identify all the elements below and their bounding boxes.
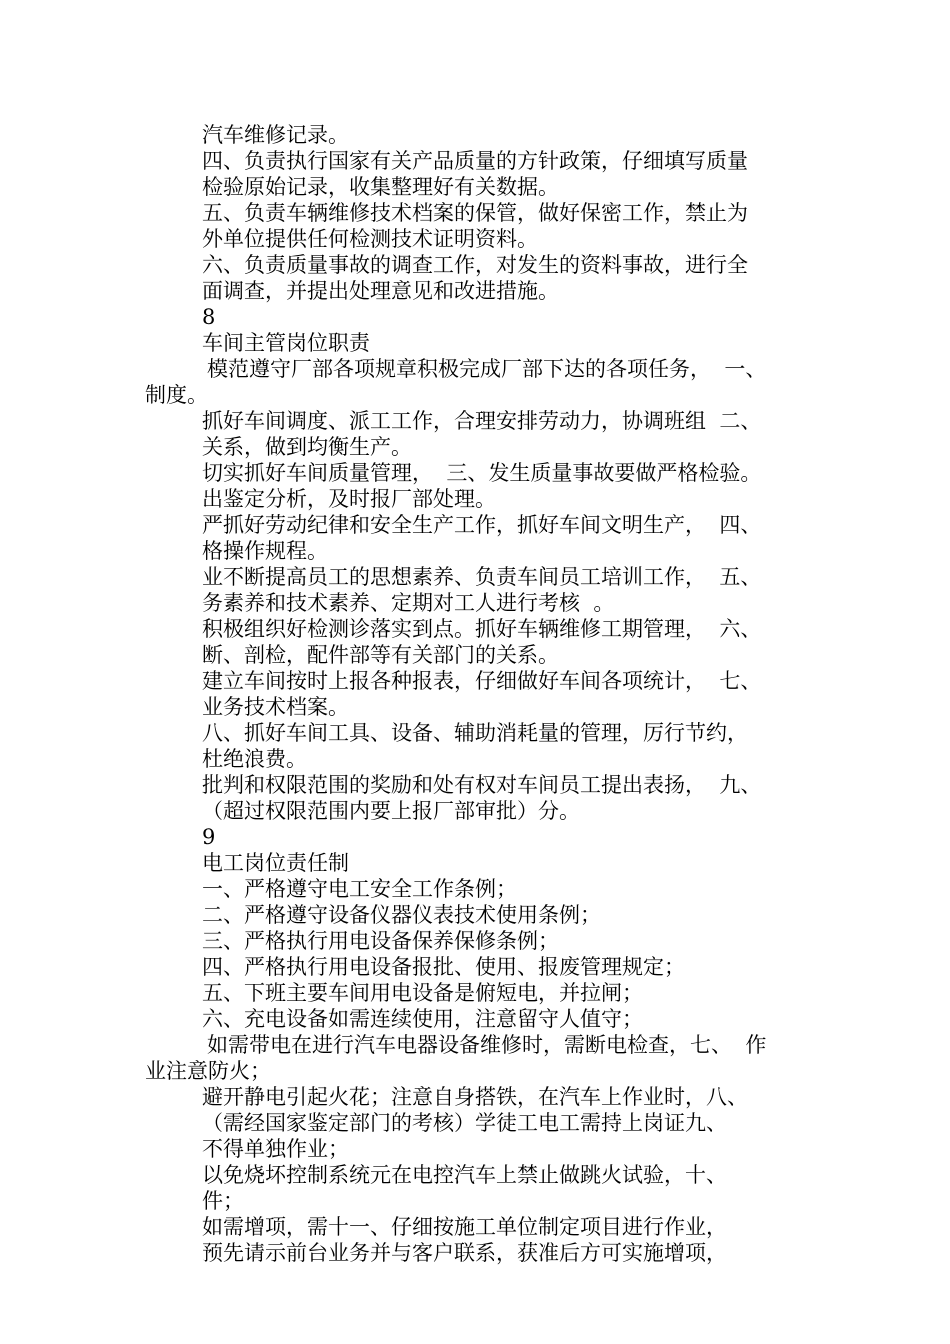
text-line: 预先请示前台业务并与客户联系，获准后方可实施增项， [202, 1241, 727, 1265]
text-line: 五、下班主要车间用电设备是俯短电，并拉闸； [202, 981, 643, 1005]
text-line: 件； [202, 1189, 244, 1213]
text-line: 切实抓好车间质量管理， 三、发生质量事故要做严格检验。 [202, 461, 762, 485]
text-line: 四、负责执行国家有关产品质量的方针政策，仔细填写质量 [202, 149, 748, 173]
text-line: （需经国家鉴定部门的考核）学徒工电工需持上岗证九、 [202, 1111, 727, 1135]
section-number: 8 [202, 305, 216, 329]
text-line: 五、负责车辆维修技术档案的保管，做好保密工作，禁止为 [202, 201, 748, 225]
text-line: 六、充电设备如需连续使用，注意留守人值守； [202, 1007, 643, 1031]
section-title: 车间主管岗位职责 [202, 331, 370, 355]
text-line: 八、抓好车间工具、设备、辅助消耗量的管理，厉行节约， [202, 721, 748, 745]
text-line: 模范遵守厂部各项规章积极完成厂部下达的各项任务， 一、 [207, 357, 767, 381]
text-line: 六、负责质量事故的调查工作，对发生的资料事故，进行全 [202, 253, 748, 277]
text-line: 一、严格遵守电工安全工作条例； [202, 877, 517, 901]
text-line: 建立车间按时上报各种报表，仔细做好车间各项统计， 七、 [202, 669, 762, 693]
text-line: 汽车维修记录。 [202, 123, 349, 147]
text-line: 严抓好劳动纪律和安全生产工作，抓好车间文明生产， 四、 [202, 513, 762, 537]
text-line: 抓好车间调度、派工工作，合理安排劳动力，协调班组 二、 [202, 409, 762, 433]
text-line: 杜绝浪费。 [202, 747, 307, 771]
text-line: （超过权限范围内要上报厂部审批）分。 [202, 799, 580, 823]
text-line: 四、严格执行用电设备报批、使用、报废管理规定； [202, 955, 685, 979]
text-line: 如需增项，需十一、仔细按施工单位制定项目进行作业， [202, 1215, 727, 1239]
text-line: 断、剖检，配件部等有关部门的关系。 [202, 643, 559, 667]
text-line: 面调查，并提出处理意见和改进措施。 [202, 279, 559, 303]
text-line: 二、严格遵守设备仪器仪表技术使用条例； [202, 903, 601, 927]
text-line: 制度。 [145, 383, 208, 407]
text-line: 格操作规程。 [202, 539, 328, 563]
text-line: 检验原始记录，收集整理好有关数据。 [202, 175, 559, 199]
text-line: 业注意防火； [145, 1059, 271, 1083]
text-line: 不得单独作业； [202, 1137, 349, 1161]
text-line: 外单位提供任何检测技术证明资料。 [202, 227, 538, 251]
section-title: 电工岗位责任制 [202, 851, 349, 875]
text-line: 关系，做到均衡生产。 [202, 435, 412, 459]
text-line: 避开静电引起火花；注意自身搭铁，在汽车上作业时，八、 [202, 1085, 748, 1109]
text-line: 务素养和技术素养、定期对工人进行考核 。 [202, 591, 615, 615]
text-line: 业务技术档案。 [202, 695, 349, 719]
text-line: 批判和权限范围的奖励和处有权对车间员工提出表扬， 九、 [202, 773, 762, 797]
text-line: 如需带电在进行汽车电器设备维修时，需断电检查，七、 作 [207, 1033, 767, 1057]
text-line: 以免烧坏控制系统元在电控汽车上禁止做跳火试验，十、 [202, 1163, 727, 1187]
text-line: 业不断提高员工的思想素养、负责车间员工培训工作， 五、 [202, 565, 762, 589]
section-number: 9 [202, 825, 216, 849]
text-line: 出鉴定分析，及时报厂部处理。 [202, 487, 496, 511]
text-line: 三、严格执行用电设备保养保修条例； [202, 929, 559, 953]
text-line: 积极组织好检测诊落实到点。抓好车辆维修工期管理， 六、 [202, 617, 762, 641]
